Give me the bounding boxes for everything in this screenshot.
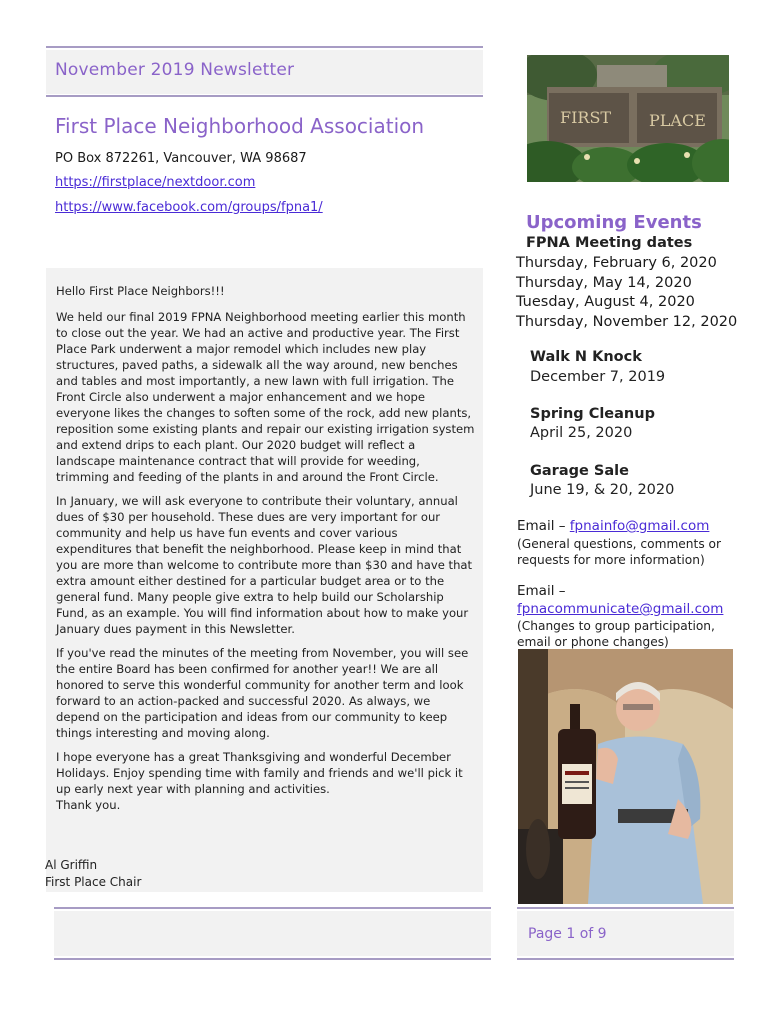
event-walk-n-knock-date: December 7, 2019 [530, 369, 666, 385]
event-spring-cleanup-date: April 25, 2020 [530, 425, 633, 441]
footer-rule-right-bottom [517, 958, 734, 960]
letter-para-1: We held our final 2019 FPNA Neighborhood meeting earlier this month to close out the year. We had an active and productive year. The First Place Park underwent a major remodel which includes new play structures, paved paths, a sidewalk all the way around, new benches and tables and most importantly, a new lawn with full irrigation. The Front Circle also underwent a major enhancement and we hope everyone likes the changes to soften some of the rock, add new plants, reposition some existing plants and repair our existing irrigation system and extend drips to each plant. Our 2020 budget will reflect a landscape maintenance contract that will provide for weeding, trimming and feeding of the plants in and around the Front Circle. [56, 310, 475, 484]
signature [45, 857, 141, 891]
contact-changes-prefix: Email – [517, 583, 566, 599]
meeting-date: Thursday, November 12, 2020 [516, 313, 738, 330]
meeting-date: Thursday, February 6, 2020 [516, 255, 717, 271]
footer-rule-right-top [517, 907, 734, 909]
contact-general [517, 518, 747, 568]
meeting-dates-heading: FPNA Meeting dates [526, 235, 693, 251]
newsletter-title: November 2019 Newsletter [55, 60, 295, 80]
contact-changes-note: (Changes to group participation, email or phone changes) [517, 619, 715, 649]
letter-greeting: Hello First Place Neighbors!!! [56, 284, 225, 298]
contact-general-email[interactable]: fpnainfo@gmail.com [569, 518, 710, 534]
event-garage-sale-date: June 19, & 20, 2020 [530, 482, 675, 498]
page-number: Page 1 of 9 [528, 926, 607, 942]
letter-closing: Thank you. [56, 798, 121, 812]
contact-general-note: (General questions, comments or requests for more information) [517, 537, 722, 567]
meeting-date: Tuesday, August 4, 2020 [516, 294, 695, 310]
sign-word-first: FIRST [560, 108, 612, 127]
event-garage-sale-title: Garage Sale [530, 463, 629, 479]
meeting-dates-list [516, 254, 737, 332]
signature-name: Al Griffin [45, 858, 98, 872]
footer-rule-left-bottom [54, 958, 491, 960]
title-rule [46, 95, 483, 97]
signature-title: First Place Chair [45, 875, 142, 889]
upcoming-events-heading: Upcoming Events [526, 212, 702, 233]
letter-body [56, 283, 476, 821]
letter-para-4: I hope everyone has a great Thanksgiving and wonderful December Holidays. Enjoy spending time with family and friends and we'll pick it up early next year with planning and activities. [56, 750, 463, 796]
letter-para-2: In January, we will ask everyone to contribute their voluntary, annual dues of $30 per household. These dues are very important for our community and help us have fun events and cover various expenditures that benefit the neighborhood. Please keep in mind that you are more than welcome to contribute more than $30 and have that extra amount either destined for a particular budget area or to the general fund. Many people give extra to help build our Scholarship Fund, as an example. You will find information about how to make your January dues payment in this Newsletter. [56, 494, 473, 636]
contact-changes-email[interactable]: fpnacommunicate@gmail.com [517, 601, 724, 617]
top-rule [46, 46, 483, 48]
footer-band-left [54, 911, 491, 956]
sign-word-place: PLACE [649, 111, 706, 130]
org-name: First Place Neighborhood Association [55, 114, 425, 138]
contact-changes [517, 583, 747, 650]
entrance-sign-photo [527, 55, 729, 182]
address-line: PO Box 872261, Vancouver, WA 98687 [55, 151, 307, 166]
chair-photo [518, 649, 733, 904]
event-spring-cleanup-title: Spring Cleanup [530, 406, 655, 422]
contact-general-prefix: Email – [517, 518, 570, 534]
facebook-link[interactable]: https://www.facebook.com/groups/fpna1/ [55, 200, 323, 215]
footer-rule-left-top [54, 907, 491, 909]
nextdoor-link[interactable]: https://firstplace/nextdoor.com [55, 175, 256, 190]
meeting-date: Thursday, May 14, 2020 [516, 274, 692, 291]
event-walk-n-knock-title: Walk N Knock [530, 349, 642, 365]
letter-para-3: If you've read the minutes of the meeting from November, you will see the entire Board has been confirmed for another year!! We are all honored to serve this wonderful community for another term and look forward to an action-packed and successful 2020. As always, we depend on the participation and ideas from our community to keep things interesting and moving along. [56, 646, 469, 740]
